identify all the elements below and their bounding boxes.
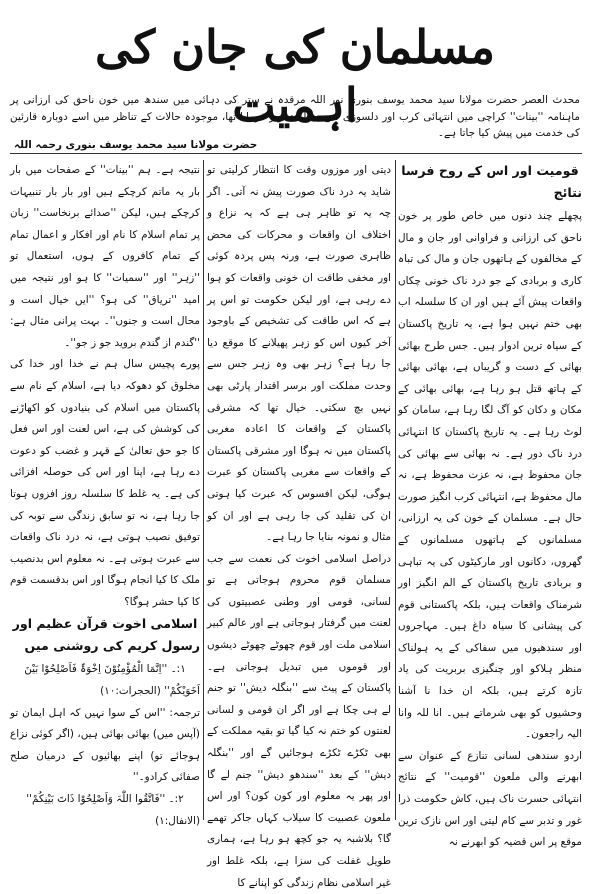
paragraph: دراصل اسلامی اخوت کی نعمت سے جب مسلمان قوم محروم ہوجاتی ہے تو لسانی، قومی اور وطنی عصبیتوں کی لعنت میں گرفتار ہوجاتی ہے اور عالم کبیر اسلامی ملت اور قوم چھوٹے چھوٹے دیشوں اور قوموں میں تبدیل ہوجاتی ہے۔ پاکستان کے پیٹ سے ''بنگلہ دیش'' تو جنم لے ہی چکا ہے اور اگر ان قومی و لسانی لعنتوں کو ختم نہ کیا گیا تو بقیہ مملکت کے بھی ٹکڑے ٹکڑے ہوجائیں گے اور ''بنگلہ دیش'' کے بعد ''سندھو دیش'' جنم لے گا اور پھر یہ معلوم اور کون کون؟ اور اس ملعون عصبیت کا سیلاب کہاں جاکر تھمے گا؟ بلاشبہ یہ جو کچھ ہو رہا ہے، ہماری طویل غفلت کی سزا ہے، بلکہ غلط اور غیر اسلامی نظام زندگی کو اپنانے کا	[207, 552, 391, 889]
quran-verse: ۲:۔ ''فَاتَّقُوا اللّٰہَ وَاَصْلِحُوْا ذَاتَ بَیْنِکُمْ'' (الانفال:۱)	[26, 793, 200, 827]
paragraph: اردو سندھی لسانی تنازع کے عنوان سے ابھرنے والی ملعون ''قومیت'' کے نتائج انتہائی حسرت ناک ہیں، کاش حکومت ذرا غور و تدبر سے کام لیتی اور اس نازک ترین موقع پر اس قضیہ کو ابھرنے نہ	[398, 749, 582, 849]
column-divider	[203, 160, 204, 820]
column-divider	[395, 160, 396, 820]
quran-verse: ۱:۔ ''اِنَّمَا الْمُؤْمِنُوْنَ اِخْوَۃٌ فَاَصْلِحُوْا بَیْنَ اَخَوَیْکُمْ'' (الحجرات:۱۰)	[24, 663, 200, 698]
article-title: مسلمان کی جان کی اہمیت	[94, 20, 496, 132]
author-byline: حضرت مولانا سید محمد یوسف بنوری رحمہ اللہ	[14, 139, 258, 151]
column-middle	[207, 160, 391, 889]
paragraph: نتیجہ ہے۔ ہم ''بینات'' کے صفحات میں بار بار یہ ماتم کرچکے ہیں اور بار بار تنبیہات کرچکے ہیں، لیکن ''صدائے برنخاست'' زبان پر تمام اسلام کا نام اور افکار و اعمال تمام کے تمام کافروں کے ہوں، استعمال تو ''زہر'' اور ''سمیات'' کا ہو اور نتیجہ میں امید ''تریاق'' کی ہو؟ ''ایں خیال است و محال است و جنوں''۔ بہت پرانی مثال ہے: ''گندم از گندم بروید جو ز جو''۔	[10, 164, 200, 349]
section-heading-nationalism: قومیت اور اس کے روح فرسا نتائج	[401, 163, 582, 200]
column-left	[10, 160, 200, 827]
header-rule	[10, 153, 582, 154]
verse-translation: ترجمہ: ''اس کے سوا نہیں کہ اہل ایمان تو (آپس میں) بھائی بھائی ہیں، (اگر کوئی نزاع ہوجائے تو) اپنے بھائیوں کے درمیان صلح صفائی کرادو۔''	[10, 706, 200, 784]
section-heading-brotherhood: اسلامی اخوت قرآن عظیم اور رسول کریم کی روشنی میں	[12, 616, 200, 654]
paragraph: پچھلے چند دنوں میں خاص طور پر خون ناحق کی ارزانی و فراوانی اور جان و مال کے مخالفوں کے ہاتھوں جان و مال کی تباہ کاری و بربادی کے جو درد ناک خونی چکاں واقعات پیش آئے ہیں اور ان کا سلسلہ اب بھی ختم نہیں ہوا ہے، یہ تاریخ پاکستان کے سیاہ ترین ادوار ہیں۔ جس طرح بھائی بھائی کے دست و گریباں ہے، بھائی بھائی کے ہاتھ قتل ہو رہا ہے، بھائی بھائی کے مکان و دکان کو آگ لگا رہا ہے، سامان کو لوٹ رہا ہے۔ یہ تاریخ پاکستان کا انتہائی درد ناک دور ہے۔ نہ بھائی سے بھائی کی جان محفوظ ہے، نہ عزت محفوظ ہے، نہ مال محفوظ ہے، انتہائی کرب انگیز صورت حال ہے۔ مسلمان کے خون کی یہ ارزانی، مسلمانوں کے ہاتھوں مسلمانوں کے گھروں، دکانوں اور مارکیٹوں کی یہ تباہی و بربادی تاریخ پاکستان کے الم انگیز اور شرمناک واقعات ہیں، بلکہ پاکستانی قوم کی پیشانی کا سیاہ داغ ہیں۔ مہاجروں اور سندھیوں میں سفاکی کے یہ ہولناک منظر ہلاکو اور چنگیزی بربریت کی یاد تازہ کرتے ہیں، بلکہ ان خدا نا آشنا وحشیوں کو بھی شرماتے ہیں۔ انا للہ وانا الیہ راجعون۔	[398, 210, 582, 741]
paragraph: پورے پچیس سال ہم نے خدا اور خدا کی مخلوق کو دھوکہ دیا ہے، اسلام کے نام سے پاکستان میں اسلام کی بنیادوں کو اکھاڑنے کی کوشش کی ہے، اس لعنت اور اس فعل کا جو حق تعالیٰ کے قہر و غضب کو دعوت دے رہا ہے، اپنا اور اس کی حوصلہ افزائی کی ہے۔ یہ غلط کا سلسلہ روز افزوں ہوتا جا رہا ہے، نہ تو سابق زندگی سے توبہ کی توفیق نصیب ہوتی ہے، نہ درد ناک واقعات سے عبرت ہوتی ہے۔ نہ معلوم اس بدنصیب ملک کا کیا انجام ہوگا اور اس بدقسمت قوم کا کیا حشر ہوگا؟	[10, 358, 200, 608]
article-intro: محدث العصر حضرت مولانا سید محمد یوسف بنوری نور اللہ مرقدہ نے ستر کی دہائی میں سندھ میں خون ناحق کی ارزانی پر ماہنامہ ''بینات'' کراچی میں انتہائی کرب اور دلسوزی سے مقالہ تحریر فرمایا تھا، موجودہ حالات کے تناظر میں اسے دوبارہ قارئین کی خدمت میں پیش کیا جاتا ہے۔	[10, 94, 580, 139]
column-right	[398, 160, 582, 849]
paragraph: دیتی اور موزوں وقت کا انتظار کرلیتی تو شاید یہ درد ناک صورت پیش نہ آتی۔ اگر چہ یہ تو ظاہر ہی ہے کہ یہ نزاع و اختلاف ان واقعات و محرکات کی محض ظاہری صورت ہے، ورنہ پس پردہ کوئی اور مخفی طاقت ان خونی واقعات کو ہوا دے رہی ہے، اور لیکن حکومت تو اس پر ہے کہ اس طاقت کی تشخیص کے باوجود آخر کیوں اس کو زہر پھیلانے کا موقع دیا جا رہا ہے؟ زہر بھی وہ زہر جس سے وحدت مملکت اور برسر اقتدار پارٹی بھی نہیں بچ سکتی۔ خیال تھا کہ مشرقی پاکستان کے واقعات کا اعادہ مغربی پاکستان میں نہ ہوگا اور مشرقی پاکستان کے واقعات سے مغربی پاکستان کو عبرت ہوگی، لیکن افسوس کہ عبرت کیا ہوتی ان کی تقلید کی جا رہی ہے اور ان کو مثال و نمونہ بنایا جا رہا ہے۔	[207, 164, 391, 544]
